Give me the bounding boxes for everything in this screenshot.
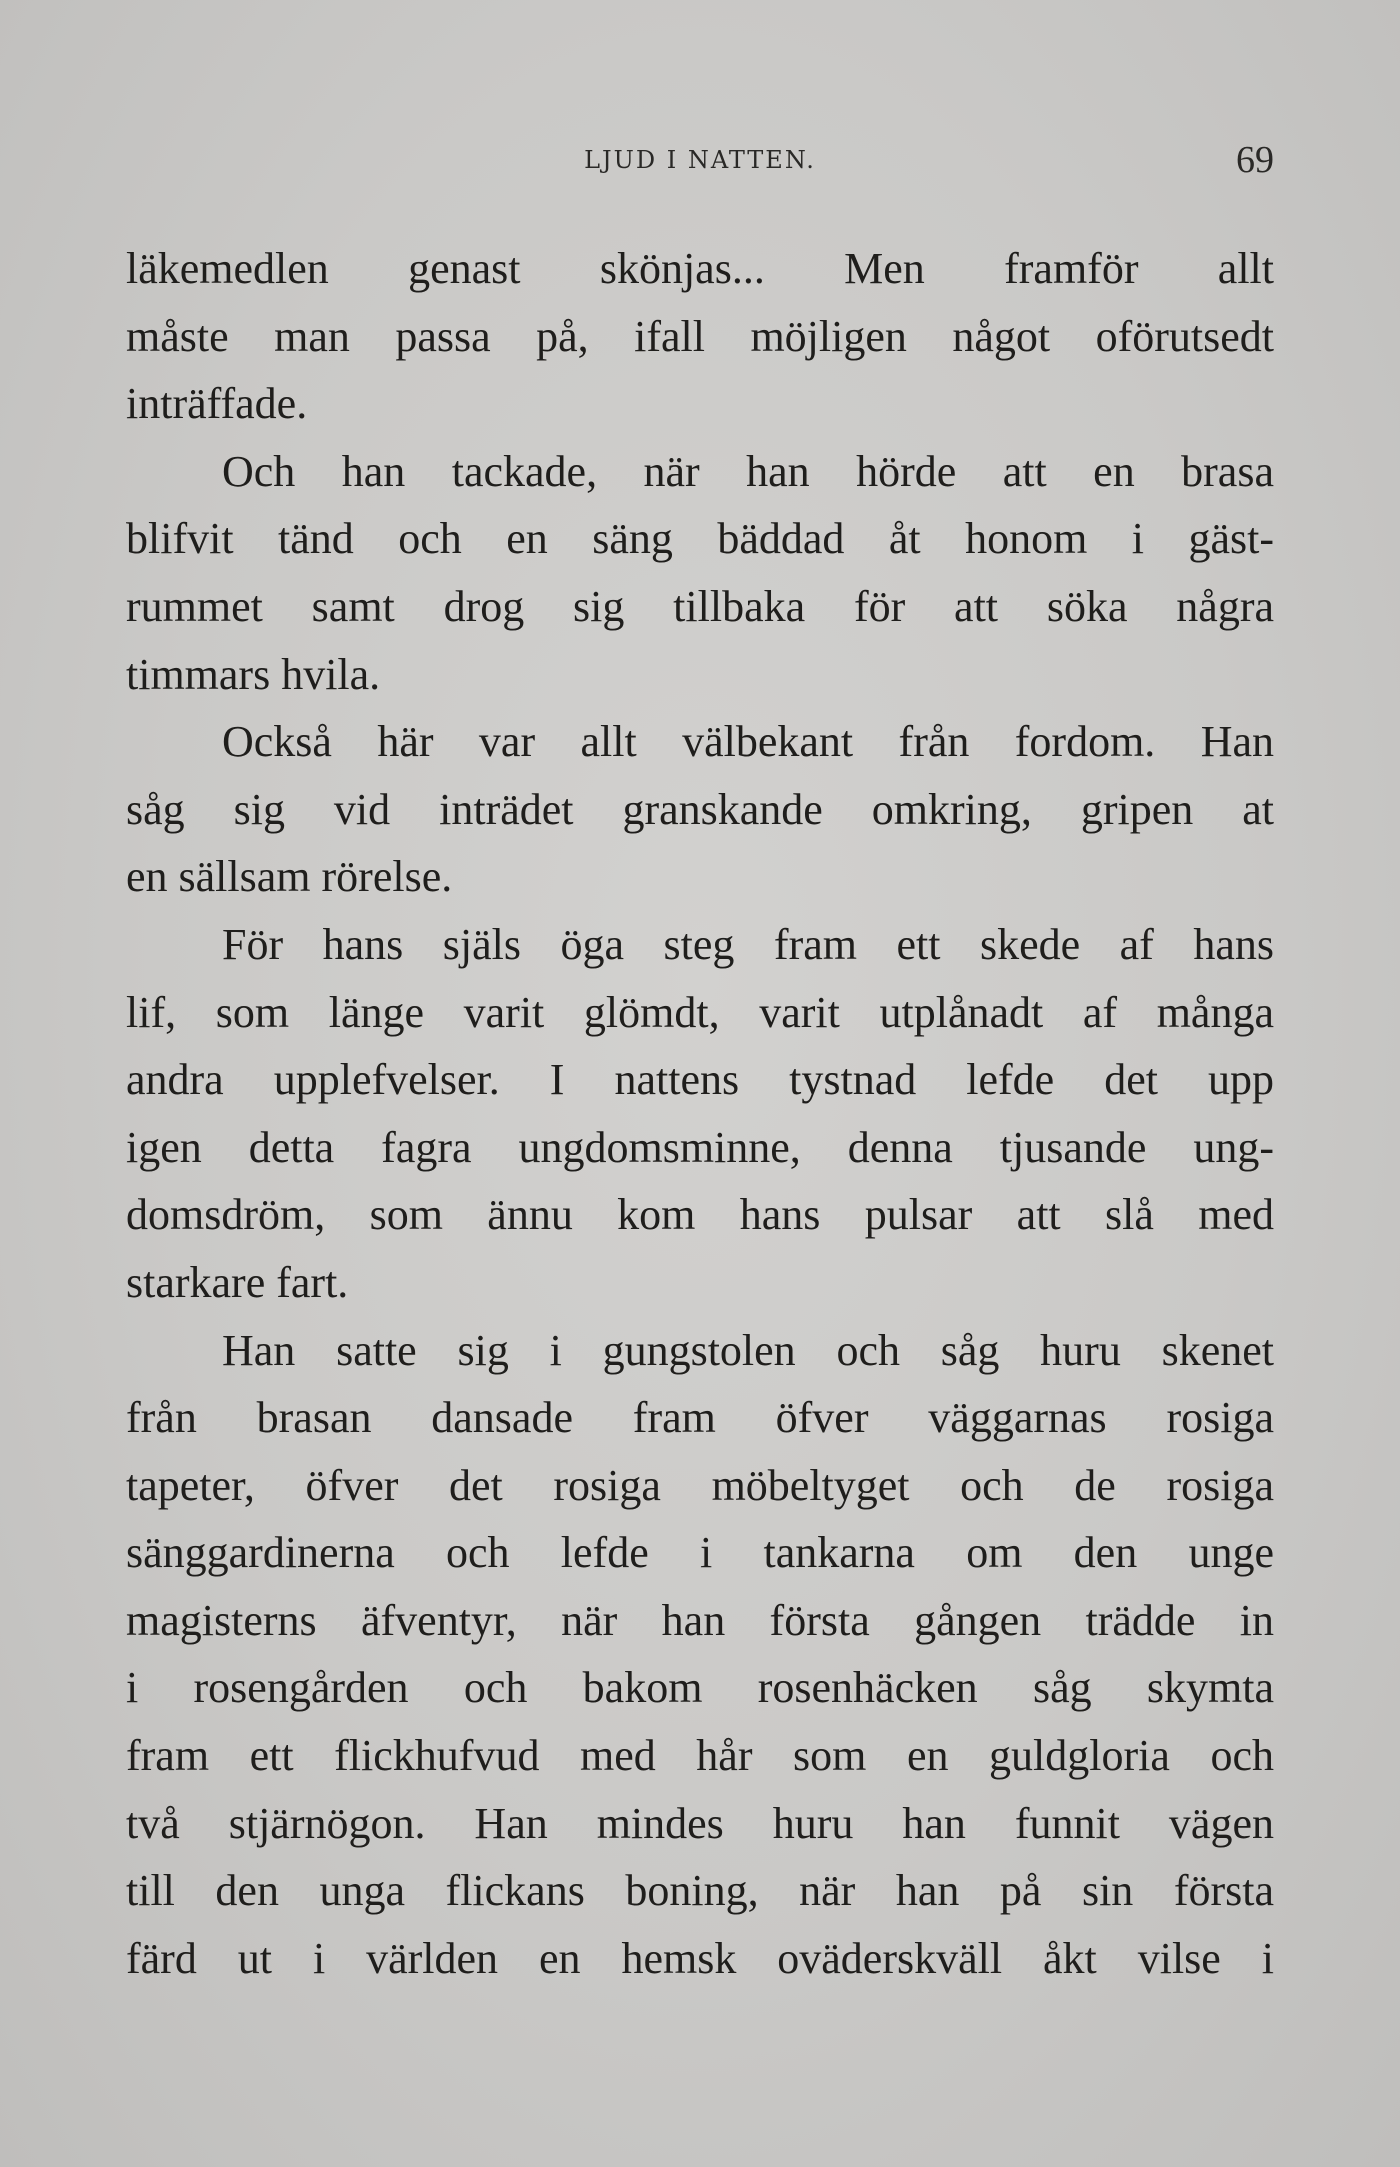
paragraph-5 — [126, 1317, 1274, 1993]
text-line: igen detta fagra ungdomsminne, denna tjusande ung- — [126, 1122, 1274, 1172]
page-header — [126, 138, 1274, 188]
paragraph-4 — [126, 911, 1274, 1317]
text-line: en sällsam rörelse. — [126, 852, 453, 902]
page-number: 69 — [1236, 139, 1274, 181]
text-line: magisterns äfventyr, när han första gången trädde in — [126, 1595, 1274, 1645]
text-line: starkare fart. — [126, 1257, 349, 1307]
text-line: två stjärnögon. Han mindes huru han funnit vägen — [126, 1798, 1274, 1848]
text-line: till den unga flickans boning, när han på sin första — [126, 1866, 1274, 1916]
text-line: andra upplefvelser. I nattens tystnad lefde det upp — [126, 1055, 1274, 1105]
text-line: fram ett flickhufvud med hår som en guldgloria och — [126, 1731, 1274, 1781]
paragraph-1 — [126, 235, 1274, 438]
text-line: i rosengården och bakom rosenhäcken såg skymta — [126, 1663, 1274, 1713]
text-line: tapeter, öfver det rosiga möbeltyget och de rosiga — [126, 1460, 1274, 1510]
paragraph-3 — [126, 708, 1274, 911]
text-line: lif, som länge varit glömdt, varit utplånadt af många — [126, 987, 1274, 1037]
text-line: För hans själs öga steg fram ett skede af hans — [222, 919, 1274, 969]
paragraph-2 — [126, 438, 1274, 708]
text-line: sänggardinerna och lefde i tankarna om den unge — [126, 1528, 1274, 1578]
text-line: från brasan dansade fram öfver väggarnas rosiga — [126, 1393, 1274, 1443]
text-line: Han satte sig i gungstolen och såg huru skenet — [222, 1325, 1274, 1375]
text-line: färd ut i världen en hemsk oväderskväll åkt vilse i — [126, 1933, 1274, 1983]
text-line: domsdröm, som ännu kom hans pulsar att slå med — [126, 1190, 1274, 1240]
text-line: läkemedlen genast skönjas... Men framför allt — [126, 244, 1274, 293]
text-line: timmars hvila. — [126, 649, 381, 699]
text-line: Också här var allt välbekant från fordom. Han — [222, 717, 1274, 767]
text-line: blifvit tänd och en säng bäddad åt honom i gäst- — [126, 514, 1274, 564]
text-line: måste man passa på, ifall möjligen något oförutsedt — [126, 311, 1274, 361]
text-line: rummet samt drog sig tillbaka för att söka några — [126, 581, 1274, 631]
text-line: inträffade. — [126, 379, 308, 429]
text-line: Och han tackade, när han hörde att en brasa — [222, 446, 1274, 496]
running-title: LJUD I NATTEN. — [584, 146, 816, 174]
text-line: såg sig vid inträdet granskande omkring, gripen at — [126, 784, 1274, 834]
body-text — [126, 235, 1274, 1992]
